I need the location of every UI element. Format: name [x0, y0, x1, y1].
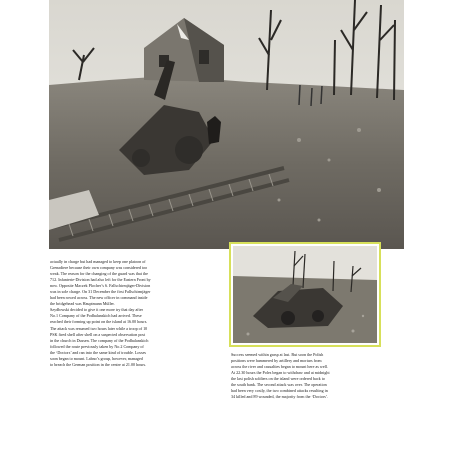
body-line: the bridgehead was Hauptmann Müller.: [50, 301, 115, 307]
body-line: actually in charge but had managed to keep one platoon of: [50, 259, 146, 264]
body-line: At 22.30 hours the Poles began to withdraw and at midnight: [231, 370, 330, 376]
body-line: the ‘Doctors’ and ran into the same kind of trouble. Losses: [50, 349, 146, 355]
body-line: across the river and casualties began to mount here as well.: [231, 364, 328, 370]
body-line: 34 killed and 89 wounded, the majority from the ‘Doctors’.: [231, 394, 329, 400]
body-line: weak. The reason for the changing of the guard was that the: [50, 271, 148, 277]
body-line: to breach the German position in the centre at 21.00 hours.: [50, 361, 147, 367]
body-line: The attack was resumed two hours later while a troop of 10: [50, 325, 148, 331]
body-line: Szydłowski decided to give it one more try that day after: [50, 307, 143, 313]
inset-photo-frame: [229, 242, 381, 347]
body-line: followed the route previously taken by No.2 Company of: [50, 343, 144, 349]
right-text-column: [231, 352, 382, 400]
body-line: the last polish soldiers on the island were ordered back to: [231, 376, 325, 382]
body-line: had been rowed across. The new officer in command inside: [50, 295, 148, 301]
wrecked-vehicle-photo: [233, 246, 377, 343]
body-line: soon began to mount. Labno’s group, however, managed: [50, 355, 143, 361]
body-line: Success seemed within grasp at last. But soon the Polish: [231, 352, 324, 357]
body-line: Grenadiere because their own company was considered too: [50, 265, 148, 271]
body-line: was in sole charge. On 31 December the first Fallschirmjäger: [50, 289, 151, 295]
body-line: PSK fired shell after shell on a suspected observation post: [50, 331, 146, 337]
body-line: in the church in Dussen. The company of the Podhalanskich: [50, 337, 149, 343]
inset-photo: [233, 246, 377, 343]
body-line: had been very costly, the two combined attacks resulting in: [231, 388, 328, 394]
body-line: 712. Infanterie-Division had also left for the Eastern Front by: [50, 277, 151, 283]
body-line: reached their forming up point on the island at 16.00 hours.: [50, 319, 148, 325]
main-photo: [49, 0, 404, 249]
body-line: the south bank. The second attack was over. The operation: [231, 382, 327, 388]
war-ruin-photo: [49, 0, 404, 249]
body-line: positions were hammered by artillery and mortars from: [231, 358, 322, 364]
body-line: now. Opposite Maczek Plocher’s 6. Fallschirmjäger-Division: [50, 283, 151, 289]
body-line: No.1 Company of the Podhalanskich had arrived. These: [50, 313, 142, 319]
left-text-column: [50, 259, 221, 368]
